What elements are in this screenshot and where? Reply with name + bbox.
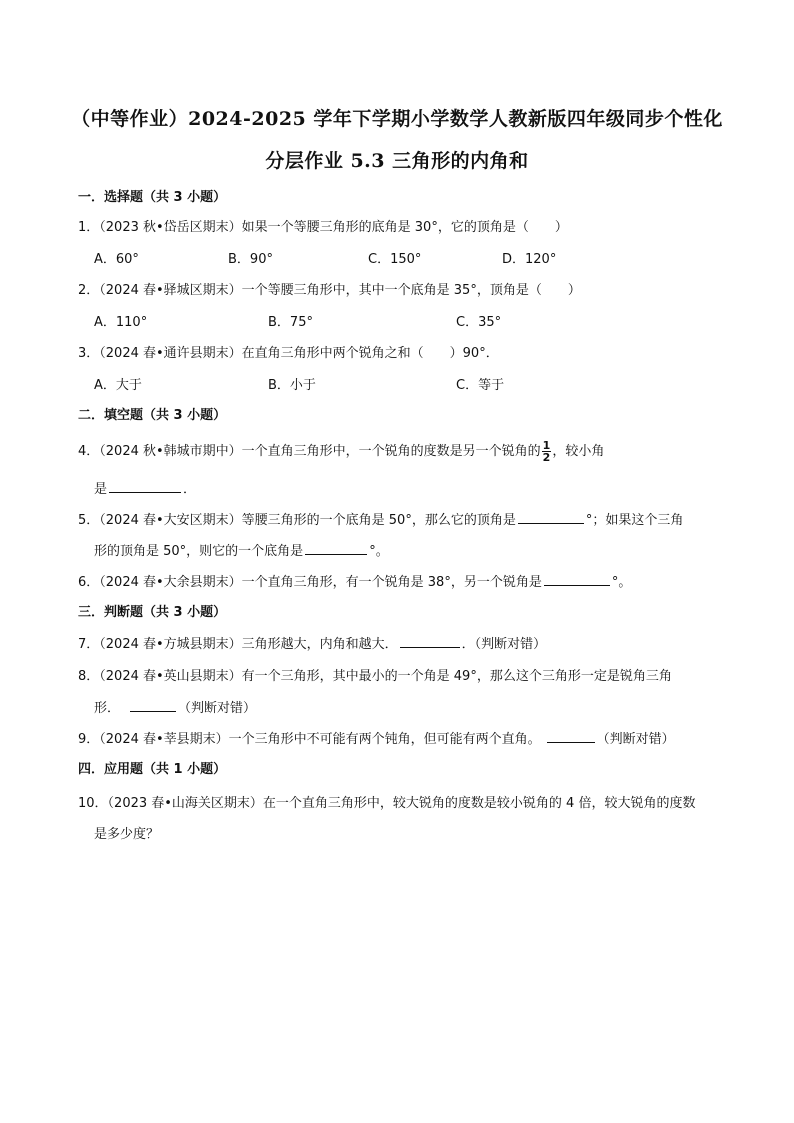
question-8-line2-text: 形． xyxy=(94,701,121,716)
question-5-line2-end: °。 xyxy=(369,544,389,559)
question-4-text: 4．（2024 秋•韩城市期中）一个直角三角形中，一个锐角的度数是另一个锐角的 xyxy=(78,444,541,459)
question-7-line xyxy=(78,633,546,652)
answer-blank[interactable] xyxy=(305,542,367,555)
question-1-option-b: B．90° xyxy=(228,252,273,267)
question-7-text: 7．（2024 春•方城县期末）三角形越大，内角和越大． xyxy=(78,637,398,652)
fraction-denominator: 2 xyxy=(542,451,551,464)
question-8-line2-end: （判断对错） xyxy=(178,701,257,716)
fraction-numerator: 1 xyxy=(542,439,551,452)
answer-blank[interactable] xyxy=(518,511,584,524)
question-5-text-end: °；如果这个三角 xyxy=(585,513,684,528)
question-2-option-c: C．35° xyxy=(456,315,502,330)
fraction-one-half xyxy=(542,440,552,463)
question-6-text-end: °。 xyxy=(611,575,632,590)
question-5-line2 xyxy=(94,540,389,559)
question-2-option-a: A．110° xyxy=(94,315,148,330)
question-4-line2 xyxy=(94,478,196,497)
question-9-text: 9．（2024 春•莘县期末）一个三角形中不可能有两个钝角，但可能有两个直角。 xyxy=(78,732,541,747)
page-title-line1: （中等作业）2024-2025 学年下学期小学数学人教新版四年级同步个性化 xyxy=(71,108,723,130)
question-4-text-end: ，较小角 xyxy=(552,444,605,459)
answer-blank[interactable] xyxy=(544,573,610,586)
question-8-line1: 8．（2024 春•英山县期末）有一个三角形，其中最小的一个角是 49°，那么这个三角形一定是锐角三角 xyxy=(78,669,672,684)
question-1-option-d: D．120° xyxy=(502,252,557,267)
question-2-stem: 2．（2024 春•驿城区期末）一个等腰三角形中，其中一个底角是 35°，顶角是（ ） xyxy=(78,283,581,298)
question-3-option-a: A．大于 xyxy=(94,378,142,393)
question-5-line1 xyxy=(78,509,683,528)
section-word-problem: 四．应用题（共 1 小题） xyxy=(78,762,227,777)
question-1-stem: 1．（2023 秋•岱岳区期末）如果一个等腰三角形的底角是 30°，它的顶角是（ ） xyxy=(78,220,568,235)
question-5-line2-text: 形的顶角是 50°，则它的一个底角是 xyxy=(94,544,304,559)
question-3-option-b: B．小于 xyxy=(268,378,316,393)
question-4-line1 xyxy=(78,440,604,463)
question-7-text-end: ．（判断对错） xyxy=(461,637,547,652)
answer-blank[interactable] xyxy=(400,635,460,648)
section-true-false: 三．判断题（共 3 小题） xyxy=(78,605,227,620)
question-10-line2: 是多少度？ xyxy=(94,827,160,842)
question-6-text: 6．（2024 春•大余县期末）一个直角三角形，有一个锐角是 38°，另一个锐角是 xyxy=(78,575,542,590)
question-3-option-c: C．等于 xyxy=(456,378,505,393)
question-10-line1: 10．（2023 春•山海关区期末）在一个直角三角形中，较大锐角的度数是较小锐角的 4 倍，较大锐角的度数 xyxy=(78,796,696,811)
question-2-option-b: B．75° xyxy=(268,315,313,330)
section-multiple-choice: 一．选择题（共 3 小题） xyxy=(78,190,227,205)
page-title-line2: 分层作业 5.3 三角形的内角和 xyxy=(265,150,529,172)
answer-blank[interactable] xyxy=(130,699,176,712)
question-4-period: ． xyxy=(183,482,197,497)
question-6-line xyxy=(78,571,631,590)
section-fill-in: 二．填空题（共 3 小题） xyxy=(78,408,227,423)
answer-blank[interactable] xyxy=(109,480,181,493)
question-5-text: 5．（2024 春•大安区期末）等腰三角形的一个底角是 50°，那么它的顶角是 xyxy=(78,513,516,528)
question-3-stem: 3．（2024 春•通许县期末）在直角三角形中两个锐角之和（ ）90°． xyxy=(78,346,499,361)
question-1-option-c: C．150° xyxy=(368,252,422,267)
question-9-text-end: （判断对错） xyxy=(596,732,675,747)
question-1-option-a: A．60° xyxy=(94,252,139,267)
question-8-line2 xyxy=(94,697,256,716)
answer-blank[interactable] xyxy=(547,730,595,743)
question-9-line xyxy=(78,728,675,747)
question-4-line2-text: 是 xyxy=(94,482,108,497)
